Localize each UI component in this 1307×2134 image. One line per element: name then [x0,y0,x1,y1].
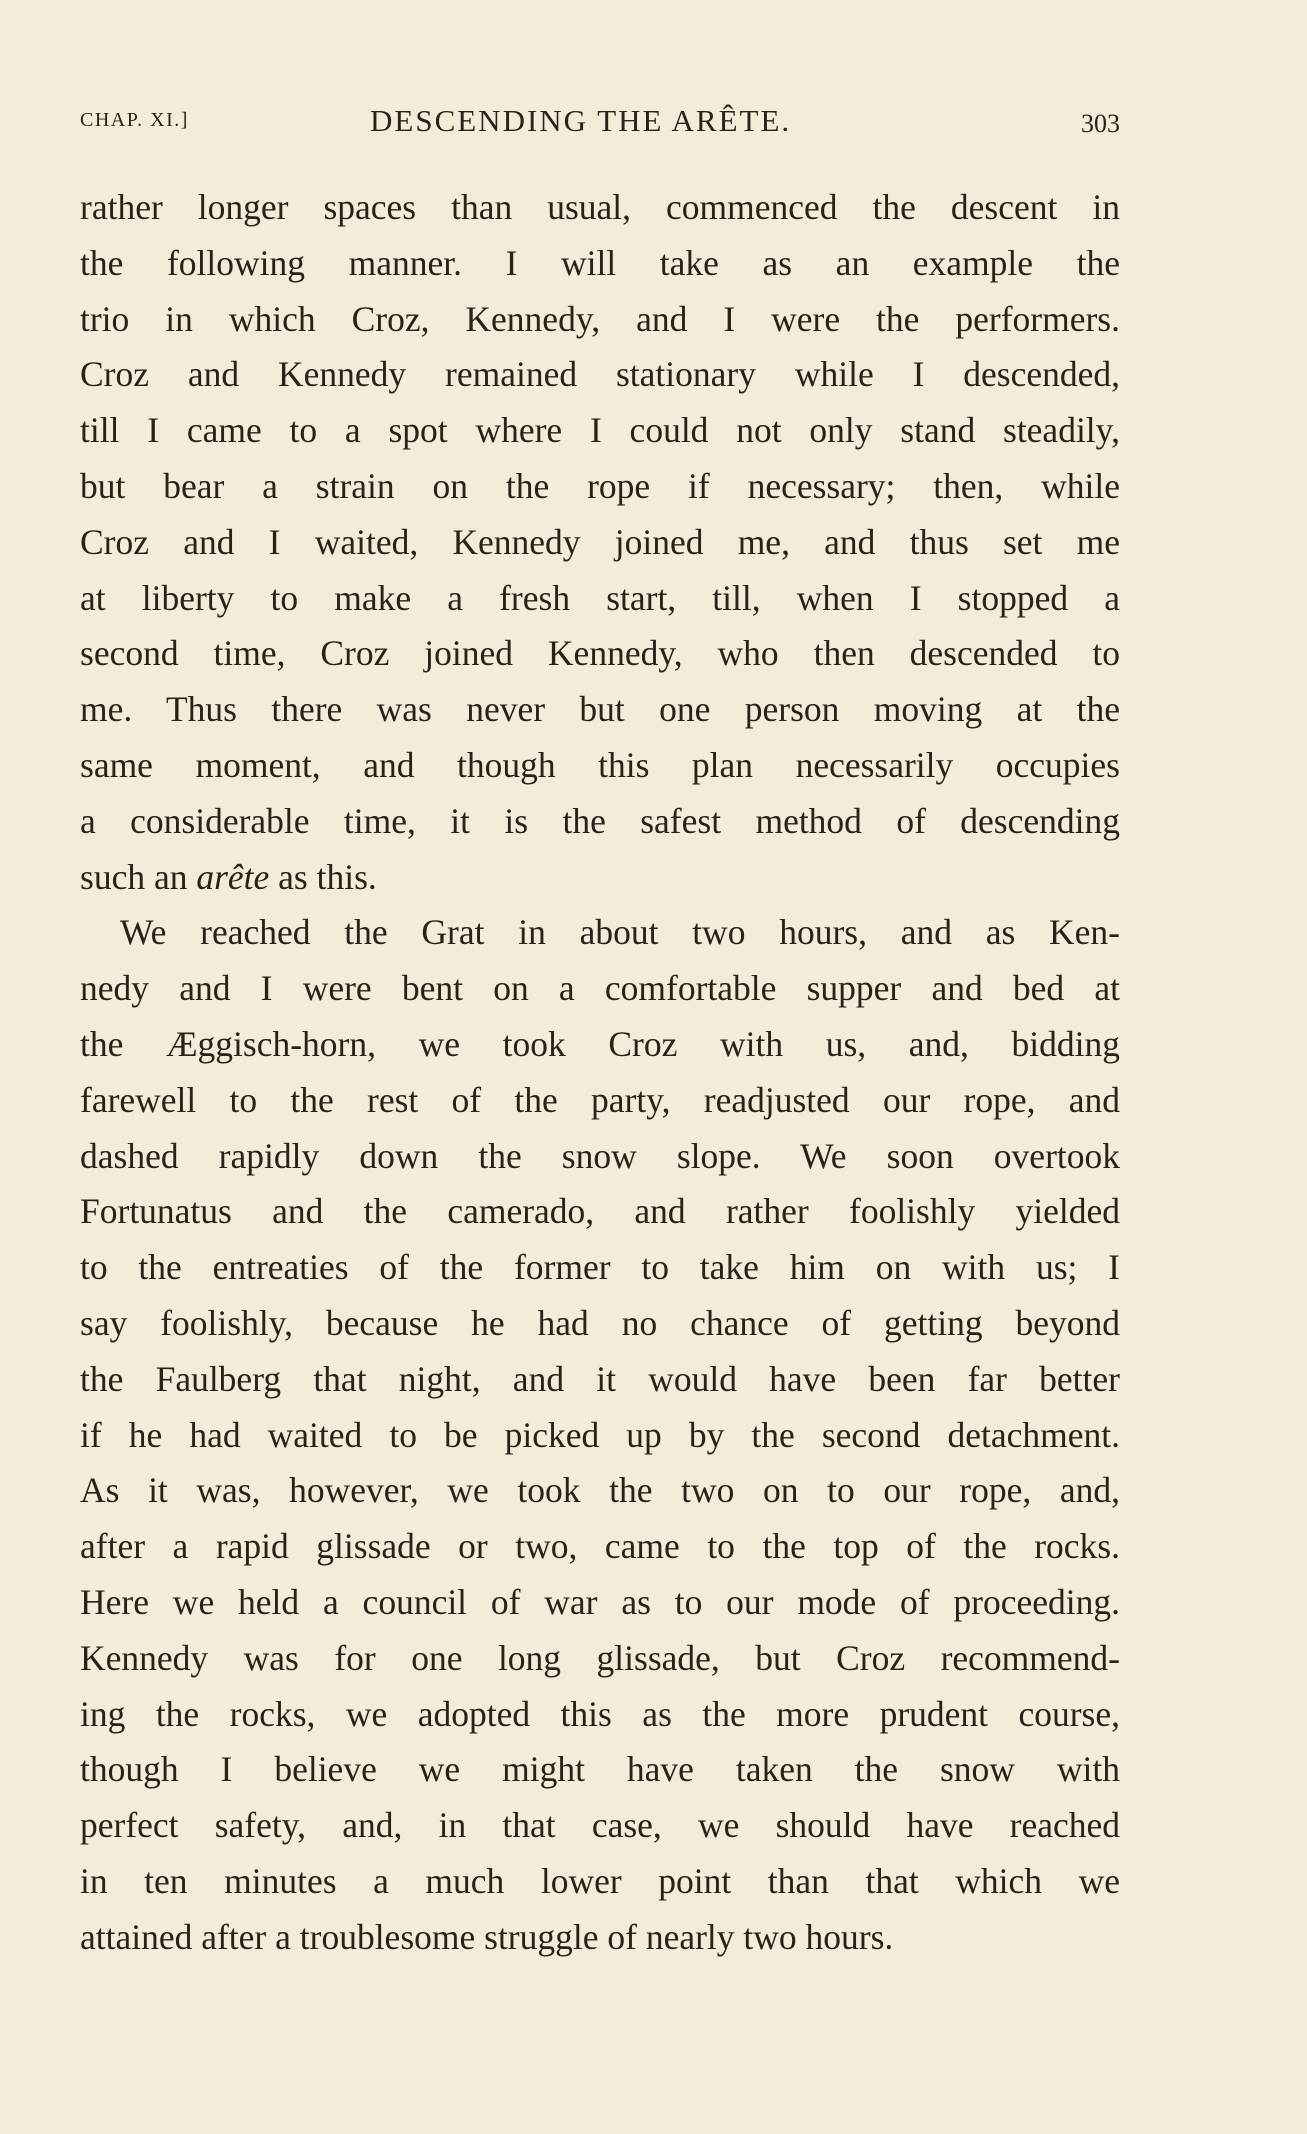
text-line: same moment, and though this plan necessarily occupies [80,744,1120,785]
text-line: me. Thus there was never but one person moving at the [80,689,1120,730]
text-line: nedy and I were bent on a comfortable supper and bed at [80,968,1120,1009]
text-line: till I came to a spot where I could not only stand steadily, [80,410,1120,451]
text-fragment: such an [80,856,197,897]
text-line: in ten minutes a much lower point than that which we [80,1860,1120,1901]
text-line: to the entreaties of the former to take him on with us; I [80,1247,1120,1288]
text-line: farewell to the rest of the party, readjusted our rope, and [80,1079,1120,1120]
italic-term: arête [196,856,270,897]
text-line: As it was, however, we took the two on to our rope, and, [80,1470,1120,1511]
text-line: We reached the Grat in about two hours, and as Ken- [120,912,1120,953]
chapter-label: CHAP. XI.] [80,109,189,131]
text-line [80,850,1120,906]
running-head [80,103,1120,143]
text-line: the Æggisch-horn, we took Croz with us, and, bidding [80,1023,1120,1064]
paragraph [80,905,1120,1965]
text-line: the Faulberg that night, and it would have been far better [80,1358,1120,1399]
text-line: if he had waited to be picked up by the second detachment. [80,1414,1120,1455]
text-line: Kennedy was for one long glissade, but Croz recommend- [80,1637,1120,1678]
text-line: Fortunatus and the camerado, and rather foolishly yielded [80,1191,1120,1232]
text-fragment: as this. [269,856,377,897]
text-line: trio in which Croz, Kennedy, and I were the performers. [80,298,1120,339]
text-line: after a rapid glissade or two, came to the top of the rocks. [80,1526,1120,1567]
text-line: Croz and I waited, Kennedy joined me, and thus set me [80,521,1120,562]
text-line: though I believe we might have taken the snow with [80,1749,1120,1790]
page-title: DESCENDING THE ARÊTE. [370,103,792,138]
text-line: Croz and Kennedy remained stationary while I descended, [80,354,1120,395]
text-line: attained after a troublesome struggle of nearly two hours. [80,1916,894,1957]
text-line: a considerable time, it is the safest method of descending [80,800,1120,841]
text-line: the following manner. I will take as an example the [80,242,1120,283]
text-line: second time, Croz joined Kennedy, who then descended to [80,633,1120,674]
body-text [80,180,1120,1966]
text-line: perfect safety, and, in that case, we should have reached [80,1805,1120,1846]
text-line: ing the rocks, we adopted this as the more prudent course, [80,1693,1120,1734]
text-line: at liberty to make a fresh start, till, when I stopped a [80,577,1120,618]
text-line: say foolishly, because he had no chance of getting beyond [80,1302,1120,1343]
paragraph [80,180,1120,905]
text-line: dashed rapidly down the snow slope. We soon overtook [80,1135,1120,1176]
text-line: Here we held a council of war as to our mode of proceeding. [80,1581,1120,1622]
text-line: rather longer spaces than usual, commenced the descent in [80,187,1120,227]
text-line: but bear a strain on the rope if necessary; then, while [80,465,1120,506]
page-number: 303 [1081,109,1120,138]
